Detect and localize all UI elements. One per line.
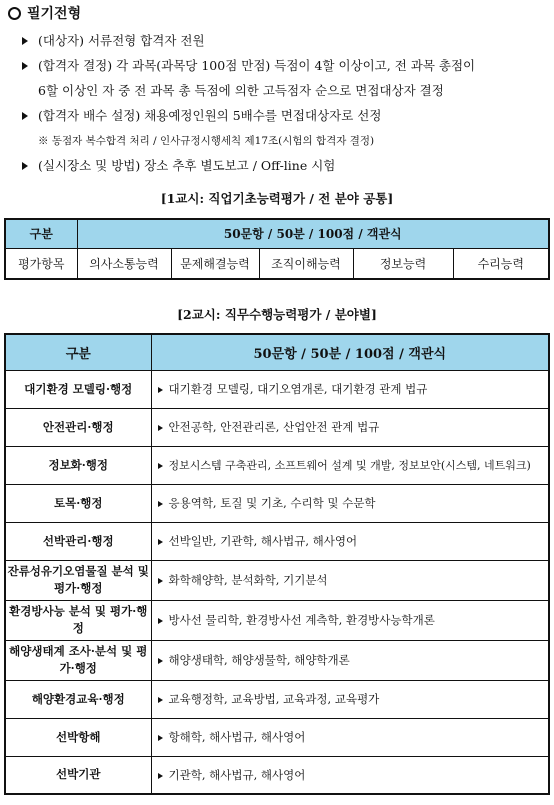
category-cell: 안전관리·행정 bbox=[5, 408, 151, 446]
table-row bbox=[5, 560, 549, 600]
bullet-item bbox=[18, 105, 548, 130]
category-cell: 선박항해 bbox=[5, 718, 151, 756]
subjects-cell bbox=[151, 756, 549, 794]
category-cell: 선박기관 bbox=[5, 756, 151, 794]
triangle-bullet-icon bbox=[22, 112, 28, 120]
triangle-bullet-icon bbox=[158, 539, 163, 545]
bullet-continuation: 6할 이상인 자 중 전 과목 총 득점에 의한 고득점자 순으로 면접대상자 결정 bbox=[38, 83, 444, 98]
triangle-bullet-icon bbox=[22, 37, 28, 45]
triangle-bullet-icon bbox=[158, 735, 163, 741]
subjects-cell bbox=[151, 560, 549, 600]
section-heading bbox=[8, 3, 81, 23]
subjects-cell bbox=[151, 446, 549, 484]
subjects-text: 해양생태학, 해양생물학, 해양학개론 bbox=[168, 653, 350, 667]
table-row bbox=[5, 600, 549, 640]
subjects-cell bbox=[151, 680, 549, 718]
category-cell: 해양환경교육·행정 bbox=[5, 680, 151, 718]
subjects-cell bbox=[151, 408, 549, 446]
category-cell: 잔류성유기오염물질 분석 및 평가·행정 bbox=[5, 560, 151, 600]
triangle-bullet-icon bbox=[22, 162, 28, 170]
subjects-text: 기관학, 해사법규, 해사영어 bbox=[168, 767, 306, 782]
category-cell: 토목·행정 bbox=[5, 484, 151, 522]
table1-item: 정보능력 bbox=[353, 248, 453, 279]
subjects-cell bbox=[151, 640, 549, 680]
bullet-text: (실시장소 및 방법) 장소 추후 별도보고 / Off-line 시험 bbox=[38, 158, 336, 173]
table2-title: [2교시: 직무수행능력평가 / 분야별] bbox=[177, 307, 377, 322]
table2-header-row bbox=[5, 334, 549, 370]
circle-bullet-icon bbox=[8, 7, 21, 20]
triangle-bullet-icon bbox=[158, 387, 163, 393]
table1-item: 조직이해능력 bbox=[259, 248, 353, 279]
triangle-bullet-icon bbox=[158, 658, 163, 664]
subjects-cell bbox=[151, 370, 549, 408]
table-row bbox=[5, 680, 549, 718]
table1-header-label: 구분 bbox=[5, 219, 77, 248]
table-row bbox=[5, 522, 549, 560]
table1-items-row bbox=[5, 248, 549, 279]
category-cell: 대기환경 모델링·행정 bbox=[5, 370, 151, 408]
subjects-cell bbox=[151, 522, 549, 560]
subjects-text: 선박일반, 기관학, 해사법규, 해사영어 bbox=[168, 534, 358, 548]
table-row bbox=[5, 718, 549, 756]
bullet-item bbox=[18, 55, 548, 80]
bullet-text: (대상자) 서류전형 합격자 전원 bbox=[38, 33, 205, 48]
triangle-bullet-icon bbox=[158, 618, 163, 624]
triangle-bullet-icon bbox=[158, 463, 163, 469]
triangle-bullet-icon bbox=[22, 62, 28, 70]
table-row bbox=[5, 756, 549, 794]
bullet-item bbox=[18, 155, 548, 180]
table-row bbox=[5, 640, 549, 680]
table1-item: 의사소통능력 bbox=[77, 248, 171, 279]
subjects-text: 대기환경 모델링, 대기오염개론, 대기환경 관계 법규 bbox=[168, 382, 428, 396]
table1-item: 수리능력 bbox=[453, 248, 549, 279]
table1-item: 문제해결능력 bbox=[171, 248, 259, 279]
table1-header-value: 50문항 / 50분 / 100점 / 객관식 bbox=[77, 219, 549, 248]
subjects-cell bbox=[151, 718, 549, 756]
triangle-bullet-icon bbox=[158, 578, 163, 584]
table-row bbox=[5, 484, 549, 522]
triangle-bullet-icon bbox=[158, 773, 163, 779]
subjects-text: 응용역학, 토질 및 기초, 수리학 및 수문학 bbox=[168, 496, 376, 510]
table1-header-row bbox=[5, 219, 549, 248]
bullet-text: (합격자 배수 설정) 채용예정인원의 5배수를 면접대상자로 선정 bbox=[38, 108, 382, 123]
subjects-text: 안전공학, 안전관리론, 산업안전 관계 법규 bbox=[168, 420, 380, 434]
triangle-bullet-icon bbox=[158, 425, 163, 431]
subjects-text: 교육행정학, 교육방법, 교육과정, 교육평가 bbox=[168, 692, 380, 706]
triangle-bullet-icon bbox=[158, 697, 163, 703]
bullet-list bbox=[18, 30, 548, 180]
table1-row-label: 평가항목 bbox=[5, 248, 77, 279]
section-heading-text: 필기전형 bbox=[27, 6, 82, 22]
table-row bbox=[5, 446, 549, 484]
subjects-cell bbox=[151, 484, 549, 522]
category-cell: 선박관리·행정 bbox=[5, 522, 151, 560]
table1 bbox=[4, 218, 550, 280]
bullet-text: (합격자 결정) 각 과목(과목당 100점 만점) 득점이 4할 이상이고, 전 과목 총점이 bbox=[38, 58, 476, 73]
subjects-text: 화학해양학, 분석화학, 기기분석 bbox=[168, 573, 328, 587]
bullet-note: ※ 동점자 복수합격 처리 / 인사규정시행세칙 제17조(시험의 합격자 결정) bbox=[38, 135, 375, 147]
table1-title: [1교시: 직업기초능력평가 / 전 분야 공통] bbox=[160, 191, 394, 206]
table2-header-label: 구분 bbox=[5, 334, 151, 370]
bullet-item bbox=[18, 30, 548, 55]
table-row bbox=[5, 408, 549, 446]
subjects-text: 방사선 물리학, 환경방사선 계측학, 환경방사능학개론 bbox=[168, 613, 435, 627]
category-cell: 환경방사능 분석 및 평가·행정 bbox=[5, 600, 151, 640]
category-cell: 정보화·행정 bbox=[5, 446, 151, 484]
subjects-cell bbox=[151, 600, 549, 640]
category-cell: 해양생태계 조사·분석 및 평가·행정 bbox=[5, 640, 151, 680]
table2 bbox=[4, 333, 550, 795]
subjects-text: 정보시스템 구축관리, 소프트웨어 설계 및 개발, 정보보안(시스템, 네트워크) bbox=[168, 459, 531, 472]
table-row bbox=[5, 370, 549, 408]
triangle-bullet-icon bbox=[158, 501, 163, 507]
subjects-text: 항해학, 해사법규, 해사영어 bbox=[168, 730, 306, 744]
table2-header-value: 50문항 / 50분 / 100점 / 객관식 bbox=[151, 334, 549, 370]
